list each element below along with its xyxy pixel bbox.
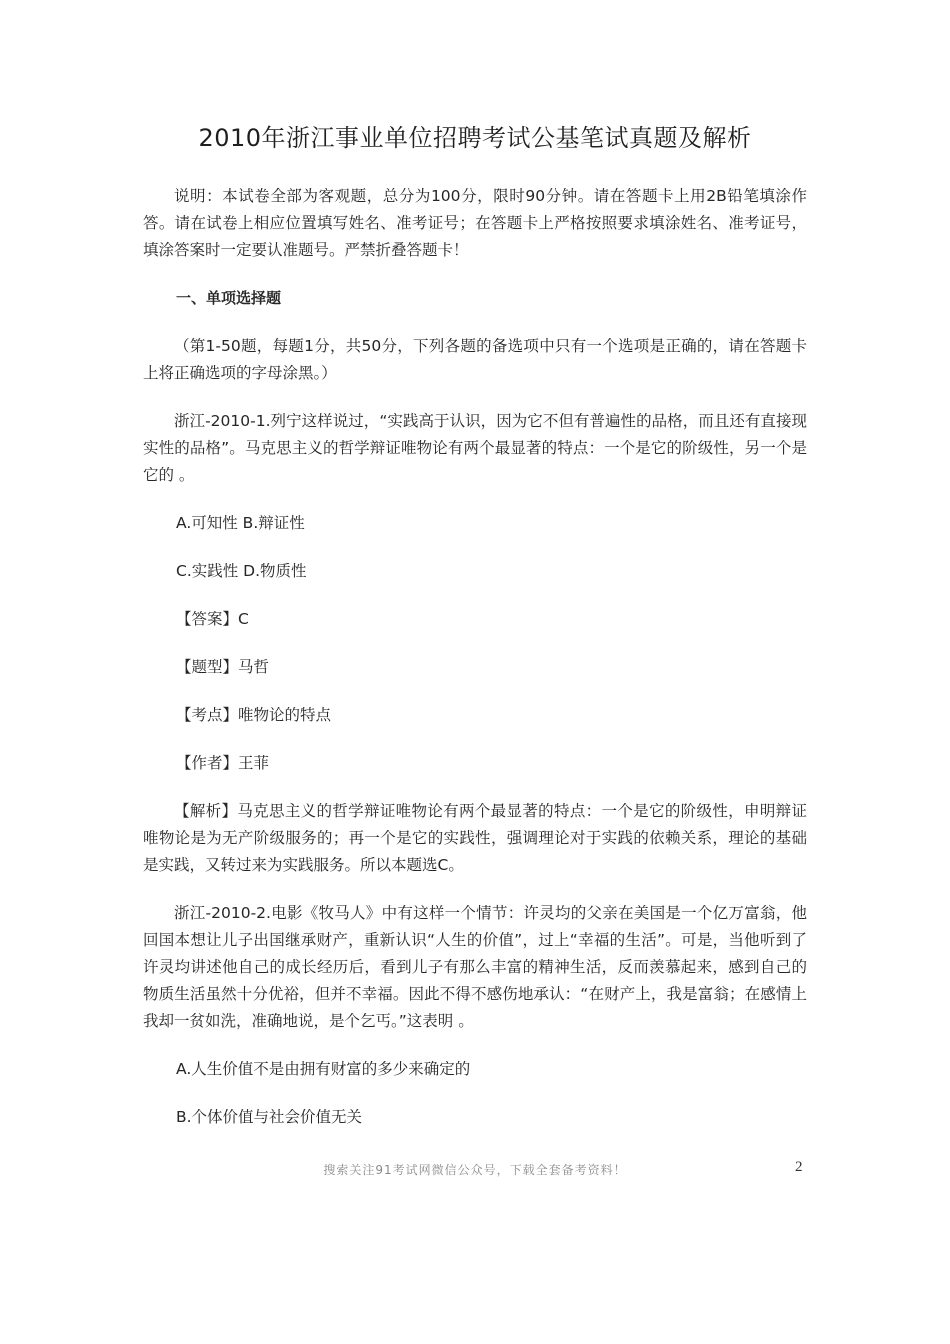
section-heading: 一、单项选择题: [176, 289, 282, 307]
section-note: （第1-50题，每题1分，共50分，下列各题的备选项中只有一个选项是正确的，请在答题卡上将正确选项的字母涂黑。）: [143, 337, 807, 382]
question-2-stem: 浙江-2010-2.电影《牧马人》中有这样一个情节：许灵均的父亲在美国是一个亿万富翁，他回国本想让儿子出国继承财产，重新认识“人生的价值”，过上“幸福的生活”。可是，当他听到了许灵均讲述他自己的成长经历后，看到儿子有那么丰富的精神生活，反而羡慕起来，感到自己的物质生活虽然十分优裕，但并不幸福。因此不得不感伤地承认：“在财产上，我是富翁；在感情上我却一贫如洗，准确地说，是个乞丐。”这表明 。: [143, 904, 807, 1030]
question-1-stem: 浙江-2010-1.列宁这样说过，“实践高于认识，因为它不但有普遍性的品格，而且还有直接现实性的品格”。马克思主义的哲学辩证唯物论有两个最显著的特点：一个是它的阶级性，另一个是它的 。: [143, 412, 807, 484]
page-footer: 搜索关注91考试网微信公众号，下载全套备考资料！: [323, 1163, 627, 1177]
question-1-options-ab: A.可知性 B.辩证性: [176, 514, 305, 532]
question-1-point: 【考点】唯物论的特点: [176, 706, 332, 724]
question-1-answer: 【答案】C: [176, 610, 249, 628]
question-1-author: 【作者】王菲: [176, 754, 270, 772]
question-1-options-cd: C.实践性 D.物质性: [176, 562, 307, 580]
instructions-paragraph: 说明：本试卷全部为客观题，总分为100分，限时90分钟。请在答题卡上用2B铅笔填涂作答。请在试卷上相应位置填写姓名、准考证号；在答题卡上严格按照要求填涂姓名、准考证号，填涂答案时一定要认准题号。严禁折叠答题卡！: [143, 187, 807, 259]
document-body: [143, 183, 807, 1131]
question-1-analysis: 【解析】马克思主义的哲学辩证唯物论有两个最显著的特点：一个是它的阶级性，申明辩证唯物论是为无产阶级服务的；再一个是它的实践性，强调理论对于实践的依赖关系，理论的基础是实践，又转过来为实践服务。所以本题选C。: [143, 802, 807, 874]
page-title: 2010年浙江事业单位招聘考试公基笔试真题及解析: [198, 124, 752, 152]
question-1-type: 【题型】马哲: [176, 658, 270, 676]
page-number: 2: [795, 1159, 803, 1175]
question-2-option-b: B.个体价值与社会价值无关: [176, 1108, 363, 1126]
question-2-option-a: A.人生价值不是由拥有财富的多少来确定的: [176, 1060, 471, 1078]
